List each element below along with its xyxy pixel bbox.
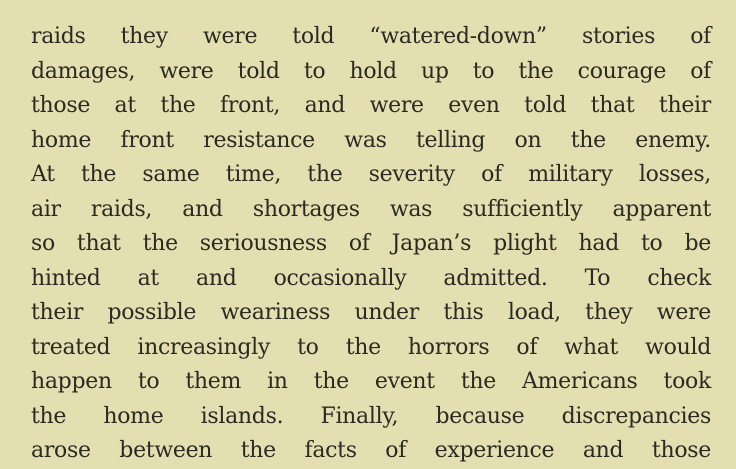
body-text bbox=[31, 20, 711, 463]
text-line-12: the home islands. Finally, because discrepancies bbox=[31, 403, 711, 429]
text-line-3: those at the front, and were even told that their bbox=[31, 93, 711, 118]
text-line-2: damages, were told to hold up to the courage of bbox=[31, 58, 711, 84]
text-line-1: raids they were told “watered-down” stories of bbox=[31, 24, 711, 49]
text-line-9: their possible weariness under this load, they were bbox=[31, 300, 711, 325]
text-line-13-partial: arose between the facts of experience and those bbox=[31, 438, 711, 463]
text-line-4: home front resistance was telling on the enemy. bbox=[31, 127, 711, 153]
text-line-8: hinted at and occasionally admitted. To check bbox=[31, 265, 711, 291]
text-line-7: so that the seriousness of Japan’s plight had to be bbox=[31, 231, 711, 256]
text-line-6: air raids, and shortages was sufficiently apparent bbox=[31, 196, 711, 222]
text-line-10: treated increasingly to the horrors of what would bbox=[31, 334, 711, 360]
text-line-5: At the same time, the severity of military losses, bbox=[31, 162, 711, 187]
text-line-11: happen to them in the event the Americans took bbox=[31, 369, 711, 394]
